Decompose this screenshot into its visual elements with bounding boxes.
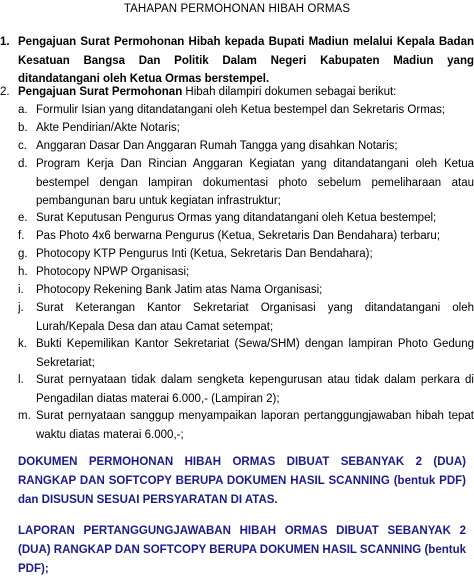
attachment-letter: d. [18, 158, 28, 170]
attachment-letter: c. [18, 140, 27, 152]
attachment-text: Bukti Kepemilikan Kantor Sekretariat (Sewa/SHM) dengan lampiran Photo Gedung Sekretariat; [36, 338, 474, 369]
attachment-letter: h. [18, 266, 28, 278]
attachment-letter: m. [18, 410, 31, 422]
attachment-text: Surat Keputusan Pengurus Ormas yang ditandatangani oleh Ketua bestempel; [36, 212, 437, 224]
step-rest-text: Hibah dilampiri dokumen sebagai berikut: [182, 86, 397, 98]
attachment-text: Program Kerja Dan Rincian Anggaran Kegiatan yang ditandatangani oleh Ketua bestempel dengan lampiran dokumentasi photo sebelum pemeliharaan atau pembangunan baru untuk kegiatan infrastruktur; [36, 158, 474, 207]
attachment-letter: k. [18, 338, 27, 350]
attachment-text: Photocopy KTP Pengurus Inti (Ketua, Sekretaris Dan Bendahara); [36, 248, 373, 260]
step-bold-text: Pengajuan Surat Permohonan [18, 86, 183, 98]
attachment-letter: j. [18, 302, 24, 314]
attachment-text: Photocopy NPWP Organisasi; [36, 266, 190, 278]
attachment-text: Surat pernyataan tidak dalam sengketa kepengurusan atau tidak dalam perkara di Pengadilan diatas materai 6.000,- (Lampiran 2); [36, 374, 474, 405]
attachment-letter: g. [18, 248, 28, 260]
attachment-text: Pas Photo 4x6 berwarna Pengurus (Ketua, Sekretaris Dan Bendahara) terbaru; [36, 230, 441, 242]
attachment-text: Surat Keterangan Kantor Sekretariat Organisasi yang ditandatangani oleh Lurah/Kepala Desa dan atau Camat setempat; [36, 302, 474, 333]
note-paragraph: DOKUMEN PERMOHONAN HIBAH ORMAS DIBUAT SEBANYAK 2 (DUA) RANGKAP DAN SOFTCOPY BERUPA DOKUMEN HASIL SCANNING (bentuk PDF) dan DISUSUN SESUAI PERSYARATAN DI ATAS. [18, 456, 466, 506]
step-number: 1. [0, 36, 10, 48]
step-text: Pengajuan Surat Permohonan Hibah kepada Bupati Madiun melalui Kepala Badan Kesatuan Bangsa Dan Politik Dalam Negeri Kabupaten Madiun yang ditandatangani oleh Ketua Ormas berstempel. [18, 36, 474, 85]
attachment-letter: f. [18, 230, 25, 242]
attachment-letter: i. [18, 284, 24, 296]
attachment-letter: l. [18, 374, 24, 386]
attachment-text: Formulir Isian yang ditandatangani oleh Ketua bestempel dan Sekretaris Ormas; [36, 104, 446, 116]
step-text [18, 83, 474, 102]
note-paragraph: LAPORAN PERTANGGUNGJAWABAN HIBAH ORMAS DIBUAT SEBANYAK 2 (DUA) RANGKAP DAN SOFTCOPY BERUPA DOKUMEN HASIL SCANNING (bentuk PDF); [18, 525, 466, 575]
attachment-text: Surat pernyataan sanggup menyampaikan laporan pertanggungjawaban hibah tepat waktu diatas materai 6.000,-; [36, 410, 474, 441]
step-number: 2. [0, 86, 10, 98]
attachment-letter: a. [18, 104, 28, 116]
attachment-text: Photocopy Rekening Bank Jatim atas Nama Organisasi; [36, 284, 323, 296]
page-title: TAHAPAN PERMOHONAN HIBAH ORMAS [123, 3, 351, 15]
attachment-letter: e. [18, 212, 28, 224]
attachment-letter: b. [18, 122, 28, 134]
attachment-text: Anggaran Dasar Dan Anggaran Rumah Tangga yang disahkan Notaris; [36, 140, 398, 152]
attachment-text: Akte Pendirian/Akte Notaris; [36, 122, 180, 134]
